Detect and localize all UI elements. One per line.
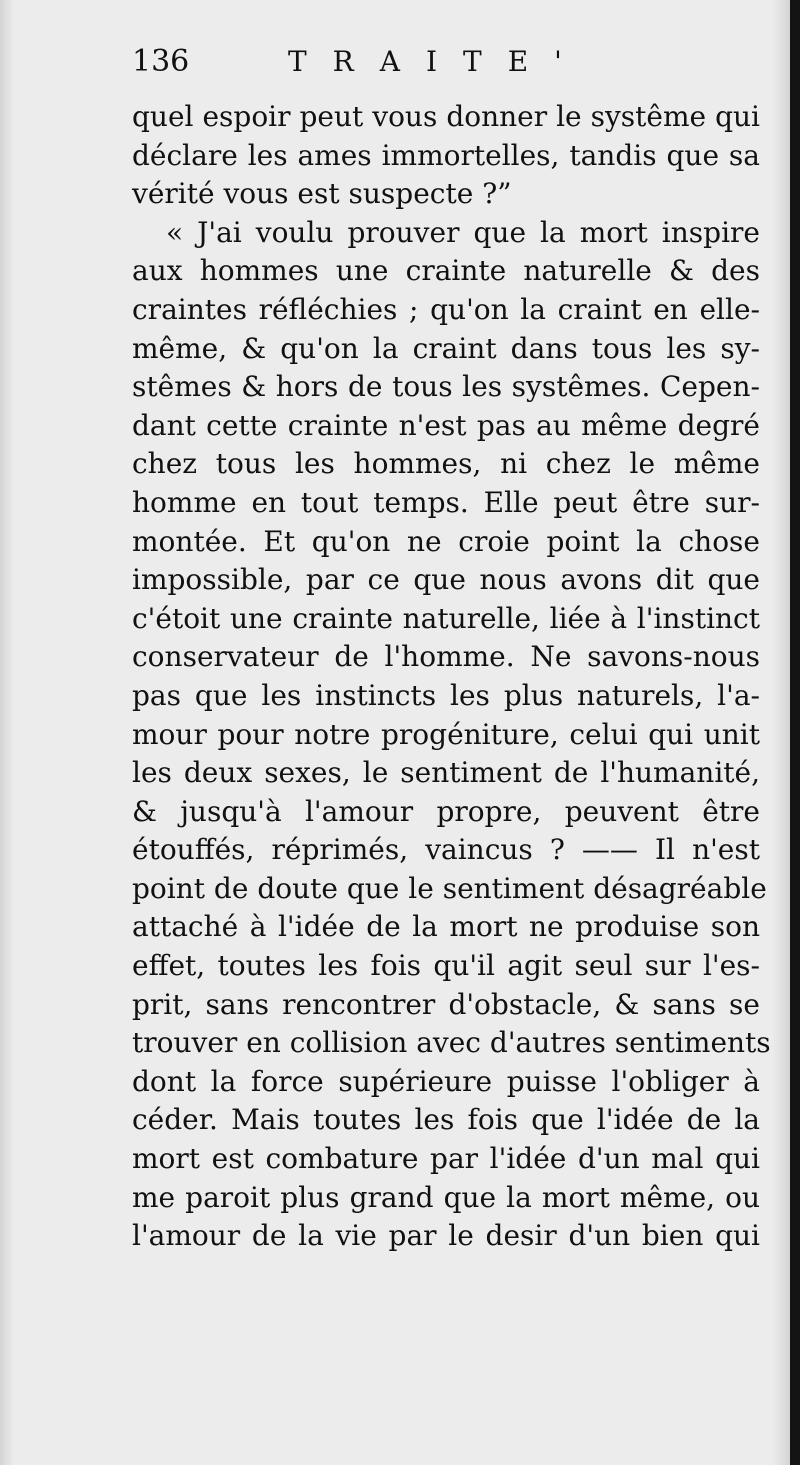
text-line: craintes réfléchies ; qu'on la craint en elle-	[132, 292, 760, 326]
running-head: TRAITE'	[288, 45, 588, 78]
text-line: « J'ai voulu prouver que la mort inspire	[166, 215, 760, 249]
text-line: quel espoir peut vous donner le systême qui	[132, 100, 760, 133]
text-line: dont la force supérieure puisse l'obliger à	[132, 1064, 760, 1098]
text-line: déclare les ames immortelles, tandis que sa	[132, 138, 760, 172]
page-edge-shadow	[0, 0, 14, 1465]
text-line: homme en tout temps. Elle peut être sur-	[132, 485, 760, 519]
text-line: les deux sexes, le sentiment de l'humanité,	[132, 756, 760, 790]
text-line: montée. Et qu'on ne croie point la chose	[132, 524, 760, 558]
text-line: point de doute que le sentiment désagréable	[132, 871, 767, 905]
text-line: me paroit plus grand que la mort même, ou	[132, 1180, 760, 1214]
text-line: conservateur de l'homme. Ne savons-nous	[132, 640, 760, 674]
gutter-shadow	[772, 0, 790, 1465]
text-line: pas que les instincts les plus naturels, l'a-	[132, 678, 760, 712]
text-line: attaché à l'idée de la mort ne produise son	[132, 910, 760, 944]
page-header	[132, 40, 772, 84]
text-line: même, & qu'on la craint dans tous les sy-	[132, 331, 760, 365]
text-line: prit, sans rencontrer d'obstacle, & sans se	[132, 987, 760, 1021]
binding-gutter	[790, 0, 800, 1465]
text-line: dant cette crainte n'est pas au même degré	[132, 408, 760, 442]
text-line: chez tous les hommes, ni chez le même	[132, 447, 760, 481]
text-line: trouver en collision avec d'autres sentiments	[132, 1026, 771, 1060]
text-line: c'étoit une crainte naturelle, liée à l'instinct	[132, 601, 760, 635]
page-number: 136	[132, 44, 190, 79]
body-text	[132, 98, 771, 1256]
text-line: impossible, par ce que nous avons dit que	[132, 563, 760, 597]
text-line: & jusqu'à l'amour propre, peuvent être	[132, 794, 760, 828]
text-line: stêmes & hors de tous les systêmes. Cepen-	[132, 370, 760, 404]
text-line: céder. Mais toutes les fois que l'idée de la	[132, 1103, 760, 1137]
text-line: mort est combature par l'idée d'un mal qui	[132, 1142, 760, 1176]
text-line: vérité vous est suspecte ?”	[132, 177, 512, 211]
text-line: mour pour notre progéniture, celui qui unit	[132, 717, 760, 751]
text-line: effet, toutes les fois qu'il agit seul sur l'es-	[132, 949, 760, 983]
text-line: étouffés, réprimés, vaincus ? —— Il n'est	[132, 833, 760, 867]
text-line: l'amour de la vie par le desir d'un bien qui	[132, 1219, 760, 1253]
text-line: aux hommes une crainte naturelle & des	[132, 254, 760, 288]
